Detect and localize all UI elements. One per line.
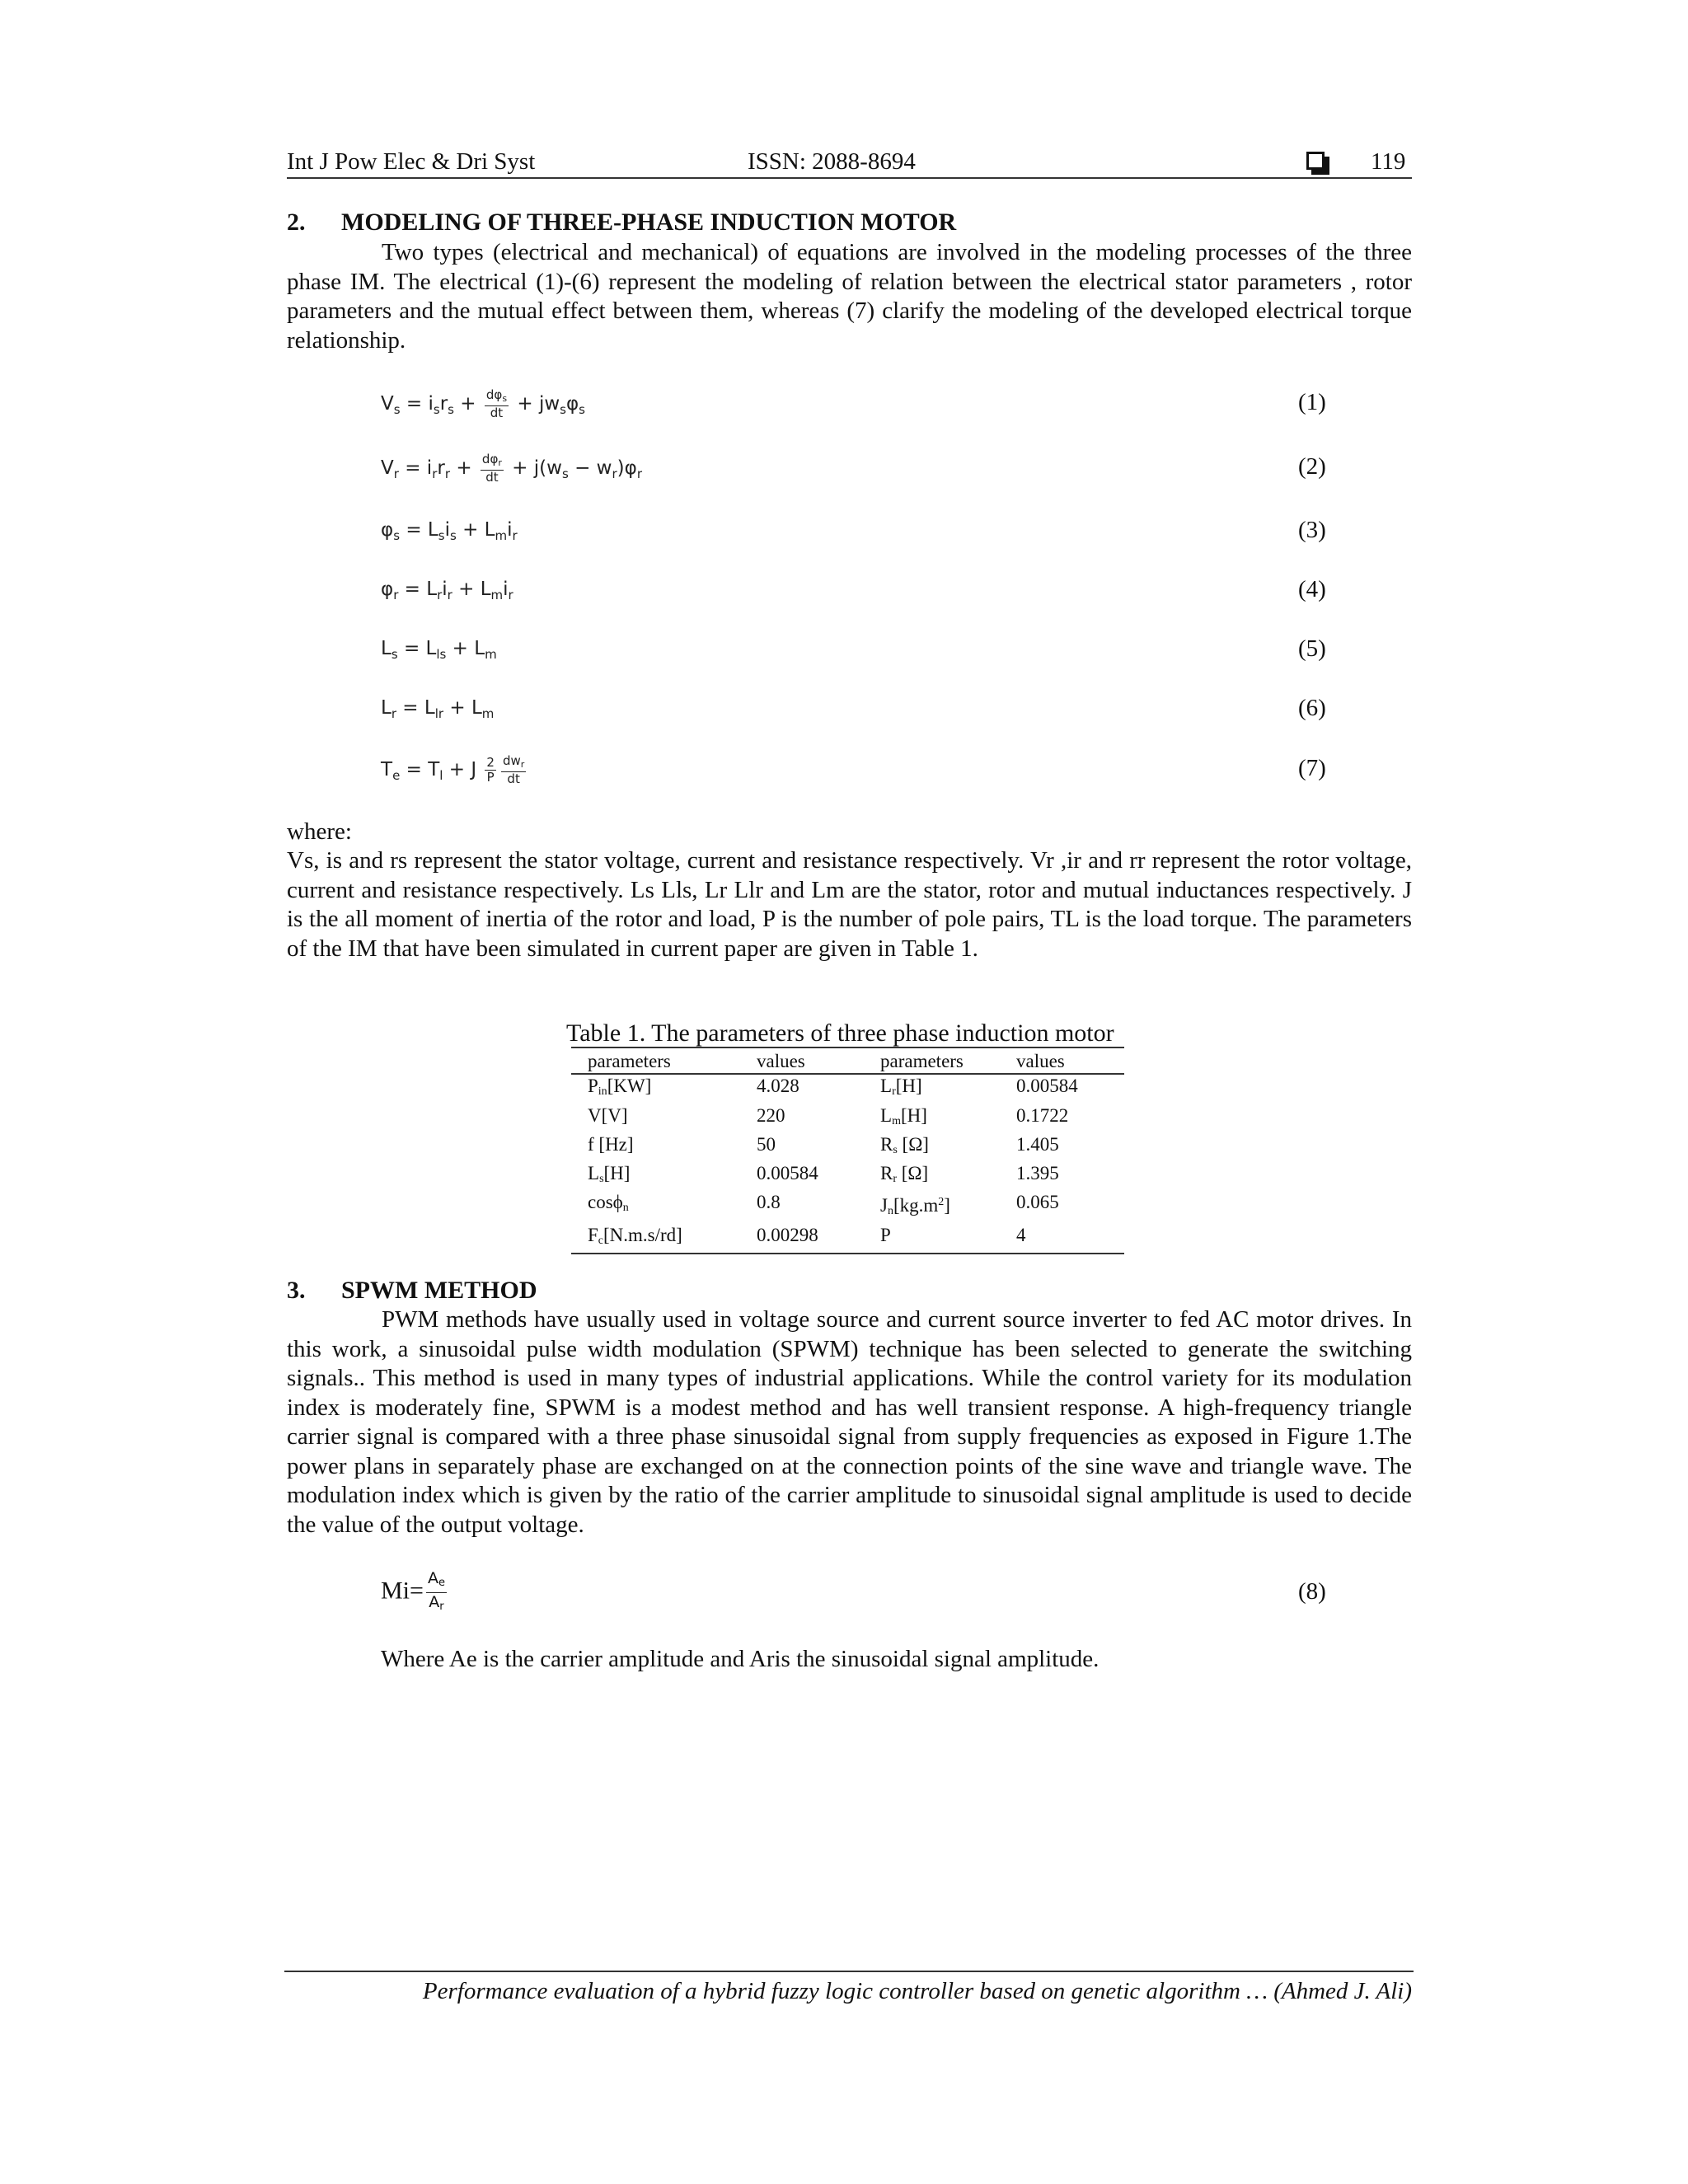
table-cell: $L_s[H]$	[588, 1163, 631, 1186]
equation-3: $\varphi_s = L_si_s + L_mi_r$	[381, 519, 518, 543]
table-row	[571, 1074, 1124, 1104]
table-cell: 0.065	[1016, 1192, 1059, 1213]
section-3-heading	[287, 1276, 537, 1305]
equation-8-explanation: Where Ae is the carrier amplitude and Aris the sinusoidal signal amplitude.	[381, 1646, 1100, 1672]
table-cell: $F_c[N.m.s/rd]$	[588, 1224, 682, 1247]
equation-6-number: (6)	[1298, 695, 1326, 721]
equation-3-number: (3)	[1298, 517, 1326, 543]
table-cell: 4	[1016, 1224, 1026, 1245]
table-header: values	[1000, 1050, 1124, 1074]
section-3-title: SPWM METHOD	[341, 1277, 537, 1304]
table-cell: 0.1722	[1016, 1104, 1069, 1126]
section-2-title: MODELING OF THREE-PHASE INDUCTION MOTOR	[341, 209, 957, 236]
table-cell: 0.00584	[757, 1163, 818, 1184]
journal-name: Int J Pow Elec & Dri Syst	[287, 148, 536, 175]
table-cell: f [Hz]	[588, 1133, 634, 1155]
table-cell: 4.028	[757, 1076, 799, 1097]
table-cell: 1.395	[1016, 1163, 1059, 1184]
table-row	[571, 1162, 1124, 1191]
equation-8-number: (8)	[1298, 1578, 1326, 1605]
equation-4-number: (4)	[1298, 576, 1326, 602]
equation-1: $V_s = i_sr_s$ + $\frac{d\varphi_s}{dt}$ + $jw_s\varphi_s$	[381, 387, 585, 420]
parameters-table	[571, 1050, 1124, 1254]
table-row	[571, 1224, 1124, 1254]
table-cell: cosϕ$_n$	[588, 1192, 629, 1215]
table-cell: $L_m[H]$	[880, 1104, 927, 1127]
section-3-paragraph-text: PWM methods have usually used in voltage source and current source inverter to fed AC motor drives. In this work, a sinusoidal pulse width modulation (SPWM) technique has been selected to generate the switching signals.. This method is used in many types of industrial applications. While the control variety for its modulation index is moderately fine, SPWM is a modest method and has well transient response. A high-frequency triangle carrier signal is compared with a three phase sinusoidal signal from supply frequencies as exposed in Figure 1.The power plans in separately phase are exchanged on at the connection points of the sine wave and triangle wave. The modulation index which is given by the ratio of the carrier amplitude to sinusoidal signal amplitude is used to decide the value of the output voltage.	[287, 1306, 1412, 1538]
table-row	[571, 1191, 1124, 1223]
where-label: where:	[287, 818, 352, 845]
equation-7-number: (7)	[1298, 755, 1326, 781]
table-cell: 0.00584	[1016, 1076, 1078, 1097]
table-cell: 50	[757, 1133, 776, 1155]
equation-6: $L_r = L_{lr} + L_m$	[381, 697, 495, 721]
table-top-rule	[571, 1047, 1124, 1048]
table-cell: $L_r[H]$	[880, 1076, 922, 1099]
equation-5: $L_s = L_{ls} + L_m$	[381, 638, 497, 662]
where-paragraph: Vs, is and rs represent the stator voltage, current and resistance respectively. Vr ,ir and rr represent the rotor voltage, current and resistance respectively. Ls Lls, Lr Llr and Lm are the stator, rotor and mutual inductances respectively. J is the all moment of inertia of the rotor and load, P is the number of pole pairs, TL is the load torque. The parameters of the IM that have been simulated in current paper are given in Table 1.	[287, 847, 1412, 962]
table-row	[571, 1133, 1124, 1162]
section-2-paragraph-text: Two types (electrical and mechanical) of equations are involved in the modeling processes of the three phase IM. The electrical (1)-(6) represent the modeling of relation between the electrical stator parameters , rotor parameters and the mutual effect between them, whereas (7) clarify the modeling of the developed electrical torque relationship.	[287, 239, 1412, 354]
table-cell: $P_{in}[KW]$	[588, 1076, 652, 1099]
table-cell: 1.405	[1016, 1133, 1059, 1155]
table-row	[571, 1104, 1124, 1133]
table-cell: 0.00298	[757, 1224, 818, 1245]
section-3-paragraph	[287, 1305, 1412, 1540]
section-2-number: 2.	[287, 209, 306, 236]
section-3-number: 3.	[287, 1277, 306, 1304]
table-header-row	[571, 1050, 1124, 1074]
page-number: 119	[1371, 148, 1406, 175]
footer-rule	[284, 1971, 1414, 1972]
table-1-caption: Table 1. The parameters of three phase induction motor	[566, 1019, 1114, 1047]
equation-2: $V_r = i_rr_r$ + $\frac{d\varphi_r}{dt}$ + $j(w_s - w_r)\varphi_r$	[381, 452, 642, 485]
equation-4: $\varphi_r = L_ri_r + L_mi_r$	[381, 579, 513, 602]
table-cell: $R_s$ [Ω]	[880, 1133, 929, 1156]
equation-1-number: (1)	[1298, 389, 1326, 415]
issn: ISSN: 2088-8694	[748, 148, 916, 175]
section-2-heading	[287, 208, 956, 237]
equation-8: Mi= $\frac{A_e}{A_r}$	[381, 1569, 445, 1613]
table-header: parameters	[864, 1050, 1000, 1074]
header-rule	[287, 177, 1412, 179]
equation-5-number: (5)	[1298, 635, 1326, 662]
table-cell: P	[880, 1224, 891, 1245]
table-header: values	[740, 1050, 864, 1074]
table-cell: $R_r$ [Ω]	[880, 1163, 929, 1186]
table-cell: 0.8	[757, 1192, 781, 1213]
table-header: parameters	[571, 1050, 740, 1074]
section-2-paragraph	[287, 238, 1412, 355]
square-icon	[1306, 152, 1325, 170]
table-cell: V[V]	[588, 1104, 628, 1126]
equation-2-number: (2)	[1298, 453, 1326, 480]
table-cell: $J_n[kg.m^2]$	[880, 1195, 950, 1218]
equation-7: $T_e = T_l + J$ $\frac{2}{P}$ $\frac{dw_r}{dt}$	[381, 753, 525, 786]
table-cell: 220	[757, 1104, 785, 1126]
footer-running-title: Performance evaluation of a hybrid fuzzy logic controller based on genetic algorithm … (Ahmed J. Ali)	[422, 1978, 1412, 2004]
